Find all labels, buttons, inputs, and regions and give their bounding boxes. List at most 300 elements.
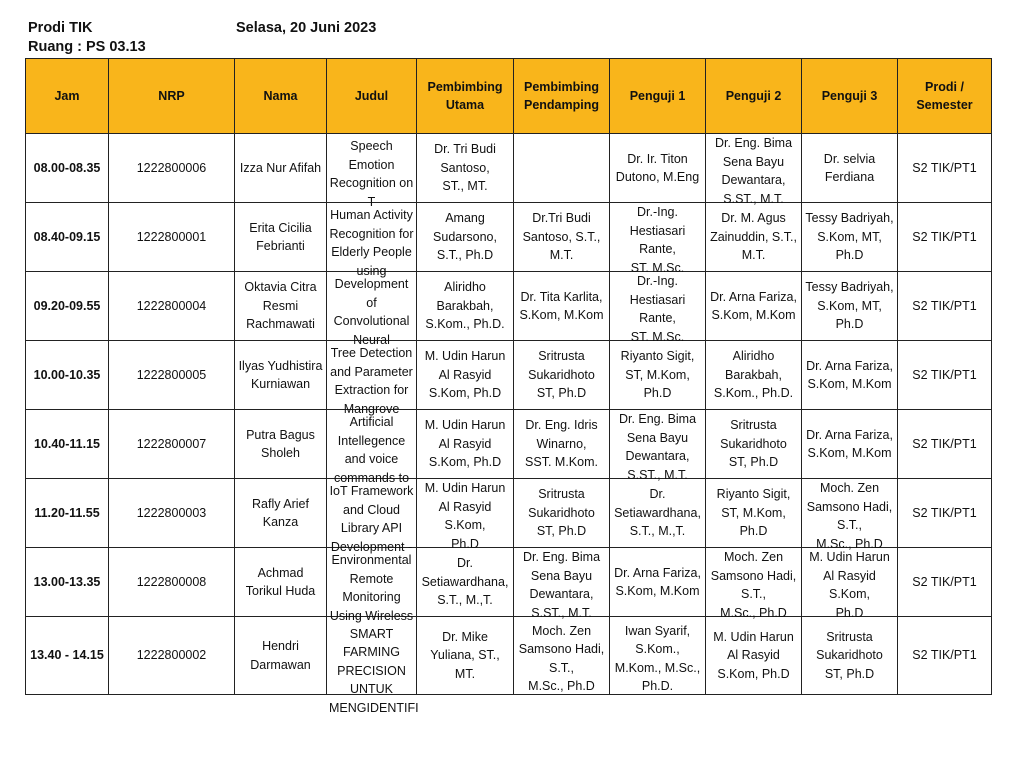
cell-line: Dr. Arna Fariza, <box>806 427 893 442</box>
cell-judul <box>327 272 417 347</box>
cell-line: ST, Ph.D <box>536 386 587 401</box>
cell-line: S.T., Ph.D <box>436 248 494 263</box>
cell-line: ST. M.Sc. <box>630 260 685 275</box>
cell-line: Environmental <box>331 553 412 567</box>
cell-line: of <box>366 295 377 310</box>
cell-line: M. Udin Harun <box>424 349 506 364</box>
cell-penguji-2-text <box>708 288 799 325</box>
column-header-jam: Jam <box>26 59 109 134</box>
cell-judul <box>327 479 417 554</box>
cell-line: Emotion <box>348 157 395 172</box>
cell-pembimbing-pendamping-text <box>516 209 607 265</box>
cell-penguji-1-text <box>612 203 703 275</box>
cell-line: Dr.-Ing. <box>637 205 678 219</box>
cell-pembimbing-pendamping-text <box>516 485 607 541</box>
cell-line: S.T., <box>740 587 766 601</box>
cell-line: Remote <box>349 571 394 586</box>
cell-line: IoT Framework <box>329 484 414 498</box>
cell-jam: 10.40-11.15 <box>26 410 109 479</box>
cell-penguji-2 <box>706 617 802 695</box>
cell-penguji-2 <box>706 548 802 620</box>
cell-nrp: 1222800006 <box>109 134 235 203</box>
column-header-pembimbing-utama: Pembimbing Utama <box>417 59 514 134</box>
cell-penguji-1-text <box>612 485 703 541</box>
cell-penguji-3-text <box>804 278 895 334</box>
cell-judul <box>327 410 417 485</box>
cell-pembimbing-utama-text <box>419 416 511 472</box>
cell-line: Al Rasyid <box>438 367 492 382</box>
cell-judul <box>327 617 419 715</box>
cell-line: S.T., <box>548 660 574 675</box>
cell-line: Putra Bagus <box>246 427 315 442</box>
cell-line: Al Rasyid <box>727 648 780 663</box>
cell-line: M.Sc., Ph.D <box>528 679 595 693</box>
cell-line: M. Udin Harun <box>713 629 794 644</box>
cell-line: ST, Ph.D <box>536 524 587 539</box>
cell-line: Convolutional <box>333 314 410 328</box>
cell-line: Speech <box>350 139 393 153</box>
cell-judul-text <box>329 482 414 554</box>
cell-jam: 09.20-09.55 <box>26 272 109 341</box>
cell-line: ST, M.Kom, <box>625 367 690 382</box>
cell-line: Riyanto Sigit, <box>716 487 791 502</box>
cell-line: Dr. Eng. Idris <box>525 418 598 433</box>
cell-line: Dr. Tri Budi <box>434 142 496 157</box>
cell-line: Using Wireless <box>329 608 414 623</box>
cell-pembimbing-pendamping <box>514 272 610 341</box>
cell-pembimbing-utama-text <box>419 278 511 334</box>
cell-line: ST, Ph.D <box>728 455 779 470</box>
cell-judul-text <box>329 413 414 485</box>
cell-line: M. Udin Harun <box>424 481 506 495</box>
cell-line: Rafly Arief <box>252 496 309 511</box>
cell-penguji-3-text <box>804 209 895 265</box>
cell-line: Oktavia Citra <box>244 280 317 295</box>
cell-line: S.ST., M.T. <box>627 467 688 482</box>
column-header-judul: Judul <box>327 59 417 134</box>
table-row <box>26 134 992 203</box>
cell-penguji-3-text <box>804 479 895 551</box>
cell-line: Moch. Zen <box>819 481 880 495</box>
cell-penguji-2 <box>706 272 802 341</box>
cell-line: Dr. M. Agus <box>721 211 786 226</box>
cell-line: Dr. <box>649 487 666 502</box>
cell-line: S.Kom, Ph.D <box>428 455 502 470</box>
cell-line: Sritrusta <box>538 487 585 502</box>
cell-jam: 11.20-11.55 <box>26 479 109 548</box>
cell-penguji-2-text <box>708 209 799 265</box>
cell-line: M.T. <box>741 248 766 263</box>
cell-penguji-3 <box>802 479 898 551</box>
cell-line: Dr. Ir. Titon <box>627 151 688 166</box>
cell-line: Monitoring <box>342 590 401 604</box>
cell-penguji-3-text <box>804 628 895 684</box>
cell-pembimbing-pendamping-text <box>516 622 607 693</box>
cell-line: Al Rasyid <box>438 436 492 451</box>
cell-nama <box>235 617 327 695</box>
cell-jam: 10.00-10.35 <box>26 341 109 410</box>
cell-nrp: 1222800007 <box>109 410 235 479</box>
cell-penguji-3 <box>802 617 898 695</box>
table-row <box>26 203 992 272</box>
cell-line: Hendri <box>262 639 299 653</box>
cell-line: S.ST., M.T. <box>723 191 784 206</box>
cell-pembimbing-utama-text <box>419 347 511 403</box>
cell-line: Moch. Zen <box>531 623 592 638</box>
cell-nama <box>235 548 327 617</box>
cell-line: Tree Detection <box>330 346 413 360</box>
cell-line: Ph.D <box>835 248 864 263</box>
cell-jam: 08.00-08.35 <box>26 134 109 203</box>
cell-penguji-2-text <box>708 548 799 620</box>
cell-line: commands to <box>333 470 410 485</box>
cell-penguji-3-text <box>804 357 895 394</box>
cell-nama-text <box>237 159 324 178</box>
cell-line: Sritrusta <box>538 349 585 364</box>
cell-pembimbing-pendamping-text <box>516 416 607 472</box>
cell-pembimbing-pendamping-text <box>516 548 607 620</box>
cell-line: ST, Ph.D <box>824 666 875 681</box>
cell-nama-text <box>237 278 324 334</box>
cell-line: Sukaridhoto <box>720 436 787 451</box>
cell-pembimbing-utama <box>417 410 514 479</box>
cell-line: Riyanto Sigit, <box>620 349 695 364</box>
cell-line: Sena Bayu <box>722 154 785 169</box>
room-label: Ruang : PS 03.13 <box>28 39 146 55</box>
cell-line: Samsono Hadi, <box>806 499 893 514</box>
cell-line: T <box>367 194 376 209</box>
cell-line: Ph.D <box>835 317 864 332</box>
cell-line: Rante, <box>639 242 676 256</box>
cell-line: Setiawardhana, <box>421 574 509 589</box>
cell-line: S.Kom., Ph.D. <box>425 317 505 332</box>
cell-nrp: 1222800004 <box>109 272 235 341</box>
cell-pembimbing-pendamping <box>514 410 610 479</box>
cell-penguji-3 <box>802 134 898 203</box>
cell-line: MENGIDENTIFI <box>329 700 419 715</box>
cell-line: Mangrove <box>343 401 400 416</box>
cell-line: SMART <box>349 626 394 641</box>
cell-prodi-semester: S2 TIK/PT1 <box>898 134 992 203</box>
cell-line: PRECISION <box>337 663 406 678</box>
cell-penguji-3 <box>802 410 898 479</box>
cell-judul-text <box>329 275 414 347</box>
cell-line: Iwan Syarif, <box>624 623 691 638</box>
cell-line: Rante, <box>639 311 676 325</box>
cell-line: Febrianti <box>256 239 305 253</box>
cell-line: Sena Bayu <box>530 568 593 583</box>
cell-pembimbing-pendamping-text <box>516 347 607 403</box>
cell-line: Zainuddin, S.T., <box>710 229 797 244</box>
cell-pembimbing-utama-text <box>419 479 511 551</box>
cell-line: Ph.D <box>643 386 672 401</box>
cell-line: Sholeh <box>261 446 300 460</box>
cell-line: M.Kom., M.Sc., <box>614 660 701 675</box>
cell-prodi-semester: S2 TIK/PT1 <box>898 410 992 479</box>
cell-penguji-1 <box>610 203 706 275</box>
cell-pembimbing-utama <box>417 272 514 341</box>
cell-line: Darmawan <box>250 657 311 672</box>
cell-line: UNTUK <box>349 682 394 696</box>
cell-judul-text <box>329 625 419 715</box>
cell-line: Izza Nur Afifah <box>239 160 322 175</box>
cell-line: ST. M.Sc. <box>630 329 685 344</box>
cell-line: Samsono Hadi, <box>518 642 605 656</box>
cell-line: S.T., <box>836 518 862 532</box>
cell-line: Dr.-Ing. <box>637 274 678 288</box>
cell-line: Dr. Eng. Bima <box>618 412 697 426</box>
cell-penguji-2 <box>706 341 802 410</box>
cell-line: Amang <box>445 211 485 226</box>
cell-prodi-semester: S2 TIK/PT1 <box>898 617 992 695</box>
cell-nama-text <box>237 219 324 256</box>
cell-line: S.Kom, M.Kom <box>807 446 892 460</box>
cell-penguji-1-text <box>612 272 703 344</box>
cell-line: Achmad <box>257 565 304 580</box>
cell-pembimbing-utama <box>417 134 514 203</box>
cell-line: Dr. <box>457 556 473 571</box>
cell-line: FARMING <box>343 645 400 659</box>
cell-penguji-1 <box>610 479 706 548</box>
cell-penguji-2-text <box>708 485 799 541</box>
cell-line: Development <box>334 277 409 291</box>
column-header-penguji-1: Penguji 1 <box>610 59 706 134</box>
cell-nrp: 1222800003 <box>109 479 235 548</box>
cell-line: Kurniawan <box>250 377 311 391</box>
cell-line: Dr. selvia <box>823 151 876 166</box>
cell-line: Al Rasyid <box>823 568 876 583</box>
cell-line: Ph.D <box>451 536 479 551</box>
cell-penguji-2 <box>706 134 802 206</box>
cell-nama <box>235 272 327 341</box>
cell-line: Sukaridhoto <box>528 505 595 520</box>
cell-line: S.Kom, MT, <box>817 298 882 313</box>
cell-line: Ph.D <box>835 605 864 620</box>
cell-line: and Parameter <box>330 364 413 379</box>
cell-line: Sritrusta <box>826 629 873 644</box>
cell-line: S.Kom, MT, <box>817 229 882 244</box>
cell-line: Ferdiana <box>824 170 875 184</box>
cell-nama-text <box>237 495 324 532</box>
cell-line: Aliridho <box>732 349 775 364</box>
cell-penguji-1 <box>610 134 706 203</box>
cell-line: Sukaridhoto <box>528 367 595 382</box>
table-row <box>26 617 992 695</box>
cell-line: Barakbah, <box>725 367 782 382</box>
cell-judul-text <box>329 344 414 416</box>
cell-line: using <box>356 263 387 278</box>
cell-penguji-1-text <box>612 564 703 601</box>
cell-line: and voice <box>344 452 399 466</box>
cell-line: Neural <box>353 332 390 347</box>
cell-line: Human Activity <box>330 208 413 222</box>
cell-line: Barakbah, <box>436 298 494 313</box>
cell-penguji-3 <box>802 272 898 341</box>
table-header-row <box>26 59 992 134</box>
cell-penguji-2 <box>706 479 802 548</box>
cell-line: Ilyas Yudhistira <box>238 358 323 373</box>
cell-line: Dutono, M.Eng <box>615 170 700 184</box>
cell-penguji-1-text <box>612 150 703 187</box>
cell-penguji-1 <box>610 410 706 482</box>
cell-penguji-1 <box>610 341 706 410</box>
cell-line: Kanza <box>262 515 299 529</box>
cell-line: Dr.Tri Budi <box>532 211 591 226</box>
cell-nrp: 1222800005 <box>109 341 235 410</box>
cell-line: Setiawardhana, <box>614 505 701 520</box>
cell-pembimbing-pendamping <box>514 617 610 695</box>
cell-line: Santoso, S.T., <box>522 229 601 244</box>
cell-line: S.Kom., <box>635 642 680 656</box>
cell-line: SST. M.Kom. <box>525 455 598 470</box>
cell-line: Erita Cicilia <box>249 220 312 235</box>
cell-judul-text <box>329 137 414 209</box>
cell-penguji-3-text <box>804 150 895 187</box>
cell-pembimbing-utama <box>417 479 514 551</box>
cell-line: Aliridho <box>444 280 486 295</box>
table-row <box>26 341 992 410</box>
cell-prodi-semester: S2 TIK/PT1 <box>898 203 992 272</box>
cell-penguji-2-text <box>708 347 799 403</box>
cell-line: Extraction for <box>334 383 409 397</box>
cell-nama <box>235 341 327 410</box>
cell-penguji-3 <box>802 341 898 410</box>
cell-line: Recognition for <box>329 226 414 241</box>
cell-line: Artificial <box>349 415 394 429</box>
cell-penguji-1-text <box>612 622 703 693</box>
cell-line: Sudarsono, <box>433 229 497 244</box>
cell-nama-text <box>237 426 324 463</box>
cell-pembimbing-utama-text <box>419 628 511 684</box>
cell-pembimbing-pendamping <box>514 479 610 548</box>
cell-line: MT. <box>454 666 476 681</box>
cell-nrp: 1222800001 <box>109 203 235 272</box>
cell-pembimbing-pendamping <box>514 341 610 410</box>
cell-judul <box>327 203 417 278</box>
cell-line: Elderly People <box>331 245 412 259</box>
cell-pembimbing-utama <box>417 203 514 272</box>
cell-prodi-semester: S2 TIK/PT1 <box>898 479 992 548</box>
cell-line: Rachmawati <box>246 317 315 332</box>
schedule-date: Selasa, 20 Juni 2023 <box>236 20 377 36</box>
cell-line: M. Udin Harun <box>424 418 506 433</box>
cell-nama-text <box>237 637 324 674</box>
cell-penguji-2 <box>706 203 802 272</box>
cell-line: M.Sc., Ph.D <box>816 536 883 551</box>
cell-penguji-2 <box>706 410 802 479</box>
column-header-penguji-3: Penguji 3 <box>802 59 898 134</box>
table-row <box>26 548 992 617</box>
cell-penguji-3 <box>802 548 898 620</box>
cell-line: S.T., M.,T. <box>629 524 686 539</box>
cell-line: Dr. Mike <box>442 629 488 644</box>
cell-line: Al Rasyid <box>438 499 492 514</box>
cell-line: M.T. <box>549 248 574 263</box>
cell-line: Samsono Hadi, <box>710 568 797 583</box>
cell-nrp: 1222800008 <box>109 548 235 617</box>
column-header-nama: Nama <box>235 59 327 134</box>
cell-judul-text <box>329 206 414 278</box>
cell-nama <box>235 410 327 479</box>
cell-line: Recognition on <box>329 176 414 190</box>
cell-prodi-semester: S2 TIK/PT1 <box>898 548 992 617</box>
cell-pembimbing-utama-text <box>419 140 511 196</box>
cell-prodi-semester: S2 TIK/PT1 <box>898 272 992 341</box>
cell-nama <box>235 203 327 272</box>
cell-pembimbing-pendamping-text <box>516 288 607 325</box>
cell-line: Dr. Arna Fariza, <box>806 358 893 373</box>
cell-penguji-2-text <box>708 628 799 684</box>
cell-line: Sena Bayu <box>626 430 689 445</box>
cell-line: ST, M.Kom, <box>721 505 786 520</box>
cell-penguji-1-text <box>612 410 703 482</box>
cell-line: S.Kom, Ph.D <box>717 666 790 681</box>
table-row <box>26 479 992 548</box>
cell-line: Tessy Badriyah, <box>805 280 894 295</box>
cell-line: Dewantara, <box>625 449 690 463</box>
cell-jam: 13.40 - 14.15 <box>26 617 109 695</box>
cell-pembimbing-utama <box>417 548 514 617</box>
cell-nama <box>235 479 327 548</box>
cell-line: Yuliana, ST., <box>430 648 500 663</box>
cell-pembimbing-pendamping <box>514 548 610 620</box>
cell-pembimbing-utama <box>417 341 514 410</box>
table-row <box>26 272 992 341</box>
cell-judul <box>327 548 417 623</box>
cell-nrp: 1222800002 <box>109 617 235 695</box>
cell-line: ST., MT. <box>442 179 488 194</box>
cell-pembimbing-pendamping <box>514 134 610 203</box>
cell-line: Santoso, <box>440 160 490 175</box>
cell-line: S.Kom, M.Kom <box>615 584 700 598</box>
cell-line: Sukaridhoto <box>816 648 883 663</box>
cell-line: Resmi <box>262 298 299 313</box>
cell-line: Torikul Huda <box>245 584 316 598</box>
cell-pembimbing-utama-text <box>419 209 511 265</box>
cell-penguji-3 <box>802 203 898 272</box>
cell-pembimbing-utama-text <box>419 554 511 610</box>
cell-judul <box>327 341 417 416</box>
column-header-nrp: NRP <box>109 59 235 134</box>
cell-line: Library API <box>340 521 403 535</box>
cell-penguji-1-text <box>612 347 703 403</box>
cell-penguji-1 <box>610 617 706 695</box>
cell-line: S.Kom., Ph.D. <box>713 386 794 401</box>
cell-pembimbing-pendamping <box>514 203 610 272</box>
cell-nama-text <box>237 357 324 394</box>
cell-line: and Cloud <box>343 502 400 517</box>
cell-line: Dr. Tita Karlita, <box>520 289 603 304</box>
cell-line: Intellegence <box>337 433 406 448</box>
cell-line: Dewantara, <box>529 587 594 601</box>
cell-line: M.Sc., Ph.D <box>720 605 787 620</box>
cell-jam: 13.00-13.35 <box>26 548 109 617</box>
column-header-pembimbing-pendamping: Pembimbing Pendamping <box>514 59 610 134</box>
cell-line: S.T., M.,T. <box>437 593 493 608</box>
cell-line: Ph.D. <box>641 679 674 693</box>
cell-jam: 08.40-09.15 <box>26 203 109 272</box>
cell-line: Ph.D <box>739 524 768 539</box>
cell-line: S.Kom, Ph.D <box>428 386 502 401</box>
cell-penguji-2-text <box>708 416 799 472</box>
cell-nama <box>235 134 327 203</box>
cell-judul-text <box>329 551 414 623</box>
exam-schedule-table <box>25 58 992 715</box>
cell-judul <box>327 134 417 209</box>
cell-line: Winarno, <box>536 436 587 451</box>
cell-penguji-3-text <box>804 426 895 463</box>
column-header-prodi-semester: Prodi / Semester <box>898 59 992 134</box>
